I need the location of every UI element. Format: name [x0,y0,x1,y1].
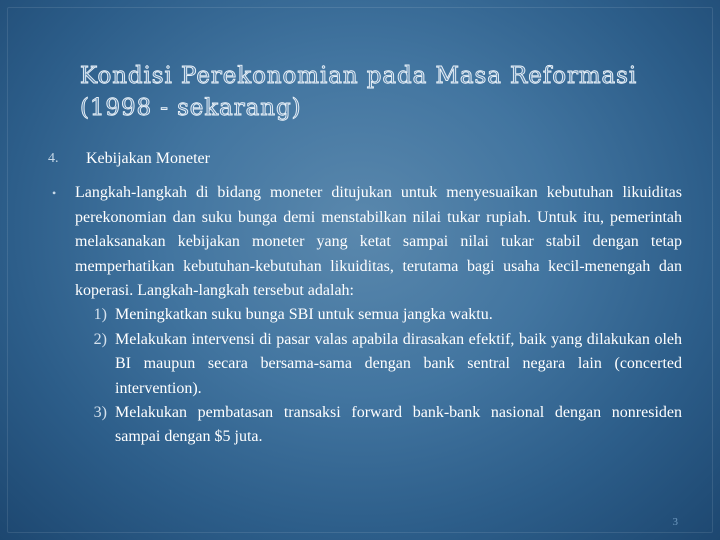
slide-title-line1: Kondisi Perekonomian pada Masa Reformasi [80,63,638,89]
slide-title [80,60,710,124]
list-item [71,401,682,450]
slide-content [48,147,682,450]
list-item [71,328,682,401]
section-number: 4. [48,151,59,166]
list-item-number: 3) [93,404,107,422]
list-item-text: Melakukan intervensi di pasar valas apabila dirasakan efektif, baik yang dilakukan oleh BI maupun secara bersama-sama dengan bank sentral negara lain (concerted intervention). [115,330,682,397]
numbered-list [71,303,682,449]
list-item-text: Meningkatkan suku bunga SBI untuk semua jangka waktu. [115,306,493,324]
section-heading [48,147,682,171]
bullet-text: Langkah-langkah di bidang moneter ditujukan untuk menyesuaikan kebutuhan likuiditas perekonomian dan suku bunga demi menstabilkan nilai tukar rupiah. Untuk itu, pemerintah melaksanakan kebijakan moneter yang ketat sampai nilai tukar stabil dengan tetap memperhatikan kebutuhan-kebutuhan likuiditas, terutama bagi usaha kecil-menengah dan koperasi. Langkah-langkah tersebut adalah: [75,184,682,300]
list-item-number: 1) [93,306,107,324]
list-item [71,303,682,327]
bullet-paragraph [48,181,682,303]
section-heading-text: Kebijakan Moneter [86,150,210,167]
page-number: 3 [672,516,678,528]
list-item-text: Melakukan pembatasan transaksi forward bank-bank nasional dengan nonresiden sampai dengan $5 juta. [115,404,682,446]
bullet-icon: • [52,186,57,201]
slide-title-line2: (1998 - sekarang) [80,95,302,121]
list-item-number: 2) [93,330,107,348]
